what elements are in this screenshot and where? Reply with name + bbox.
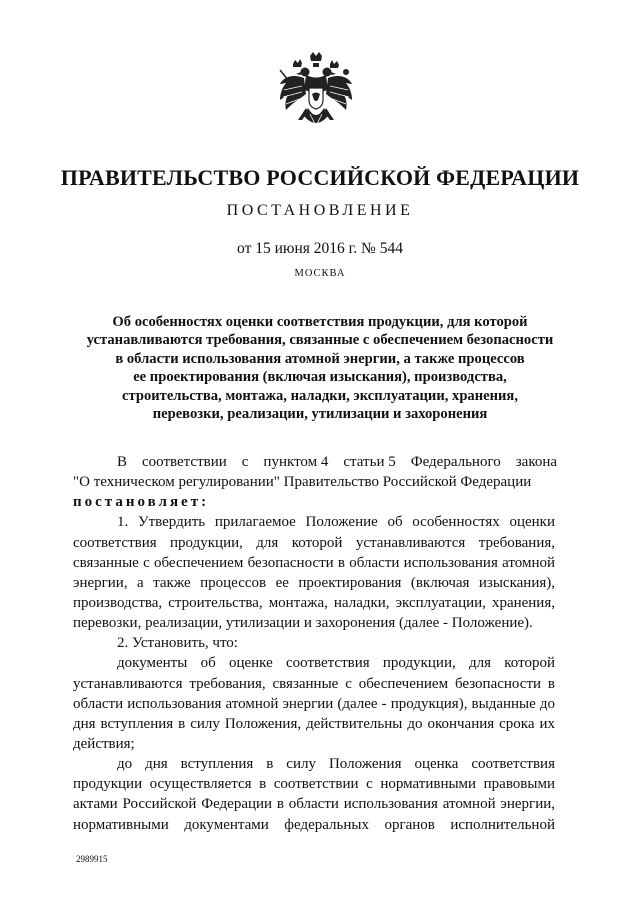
heading-line: в области использования атомной энергии, а также процессов	[115, 350, 525, 367]
resolves-word: постановляет:	[73, 494, 210, 511]
body-line: дня вступления в силу Положения, действительны до окончания срока их	[73, 715, 555, 732]
heading-line: ее проектирования (включая изыскания), производства,	[133, 369, 507, 386]
coat-of-arms-icon	[276, 50, 356, 142]
body-line: соответствия продукции, для которой устанавливаются требования,	[73, 534, 555, 551]
body-line: области использования атомной энергии (далее - продукция), выданные до	[73, 695, 555, 712]
heading-line: строительства, монтажа, наладки, эксплуатации, хранения,	[122, 387, 518, 404]
body-line: производства, строительства, монтажа, наладки, эксплуатации, хранения,	[73, 594, 555, 611]
document-code: 2989915	[76, 854, 108, 864]
body-line: связанные с обеспечением безопасности в области использования атомной	[73, 554, 555, 571]
document-city: МОСКВА	[294, 268, 346, 279]
body-line: 2. Установить, что:	[117, 635, 238, 652]
government-title: ПРАВИТЕЛЬСТВО РОССИЙСКОЙ ФЕДЕРАЦИИ	[60, 165, 580, 190]
body-line: 1. Утвердить прилагаемое Положение об особенностях оценки	[117, 514, 555, 531]
document-heading	[0, 313, 640, 423]
body-line: актами Российской Федерации в области использования атомной энергии,	[73, 796, 555, 813]
body-line: устанавливаются требования, связанные с обеспечением безопасности в	[73, 675, 555, 692]
body-line: действия;	[73, 735, 135, 752]
heading-line: устанавливаются требования, связанные с обеспечением безопасности	[86, 332, 554, 349]
body-line: "О техническом регулировании" Правительство Российской Федерации	[73, 474, 532, 491]
document-date-number: от 15 июня 2016 г. № 544	[237, 240, 403, 257]
heading-line: Об особенностях оценки соответствия продукции, для которой	[112, 314, 528, 330]
document-body	[73, 452, 558, 835]
body-line: документы об оценке соответствия продукции, для которой	[117, 655, 555, 672]
heading-line: перевозки, реализации, утилизации и захоронения	[152, 406, 488, 423]
body-line: энергии, а также процессов ее проектирования (включая изыскания),	[73, 574, 555, 591]
body-line: В соответствии с пунктом 4 статьи 5 Федерального закона	[117, 454, 558, 470]
body-line: нормативными документами федеральных органов исполнительной	[73, 816, 555, 833]
document-type: ПОСТАНОВЛЕНИЕ	[226, 202, 414, 219]
body-line: до дня вступления в силу Положения оценка соответствия	[117, 756, 555, 773]
body-line: перевозки, реализации, утилизации и захоронения (далее - Положение).	[73, 615, 533, 632]
body-line: продукции осуществляется в соответствии с нормативными правовыми	[73, 776, 555, 793]
